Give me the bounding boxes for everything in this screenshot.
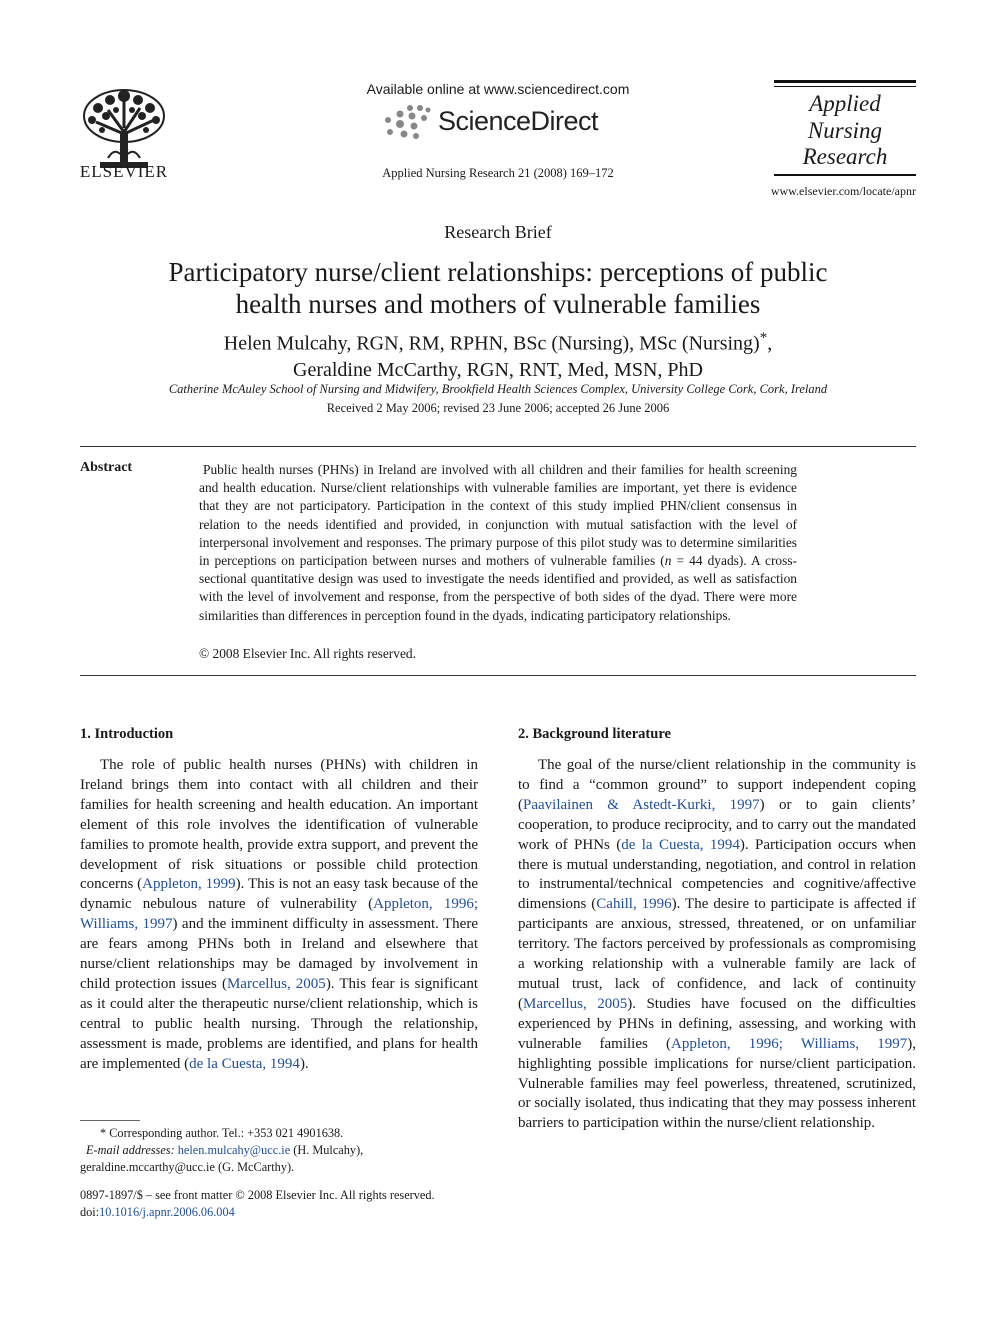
history-dates: Received 2 May 2006; revised 23 June 2006; accepted 26 June 2006 [326, 401, 670, 415]
sciencedirect-dots-icon [380, 104, 432, 142]
footnote-mark: * [100, 1126, 107, 1140]
citation-link[interactable]: Cahill, 1996 [596, 896, 672, 913]
publisher-logo-name: ELSEVIER [79, 162, 169, 181]
author-2: Geraldine McCarthy, RGN, RNT, Med, MSN, PhD [293, 358, 703, 381]
affiliation: Catherine McAuley School of Nursing and Midwifery, Brookfield Health Sciences Complex, University College Cork, Cork, Ireland [168, 382, 828, 396]
author-list [80, 325, 916, 383]
divider [80, 675, 916, 676]
background-body [518, 756, 916, 1134]
sciencedirect-logo[interactable] [380, 100, 620, 144]
corresponding-mark[interactable]: * [759, 330, 768, 346]
citation-link[interactable]: Appleton, 1996; Williams, 1997 [80, 896, 478, 933]
citation-link[interactable]: Paavilainen & Astedt-Kurki, 1997 [523, 796, 760, 813]
article-title-line-2: health nurses and mothers of vulnerable families [235, 289, 761, 319]
author-1: Helen Mulcahy, RGN, RM, RPHN, BSc (Nursing), MSc (Nursing) [223, 332, 760, 355]
article-title [80, 256, 916, 320]
citation-link[interactable]: Marcellus, 2005 [226, 975, 326, 992]
email-link[interactable]: helen.mulcahy@ucc.ie [177, 1143, 291, 1157]
abstract-label: Abstract [80, 460, 133, 475]
front-matter-line: 0897-1897/$ – see front matter © 2008 Elsevier Inc. All rights reserved. [80, 1188, 435, 1202]
citation-link[interactable]: de la Cuesta, 1994 [621, 836, 740, 853]
journal-logo-line-1: Applied [809, 91, 881, 116]
citation-link[interactable]: Appleton, 1999 [142, 876, 236, 893]
introduction-paragraph: The role of public health nurses (PHNs) with children in Ireland brings them into contact with all children and their families for health screening and health education. An important element of this role involves the identification of vulnerable families to promote health, provide extra support, and prevent the development of risk situations or possible child protection concerns (Appleton, 1999). This is not an easy task because of the dynamic nebulous nature of vulnerability (Appleton, 1996; Williams, 1997) and the imminent difficulty in assessment. There are fears among PHNs both in Ireland and elsewhere that nurse/client relationships may be damaged by involvement in child protection issues (Marcellus, 2005). This fear is significant as it could alter the therapeutic nurse/client relationship, which is central to public health nursing. Through the relationship, assessment is made, problems are identified, and plans for health are implemented (de la Cuesta, 1994). [80, 757, 479, 1072]
journal-reference: Applied Nursing Research 21 (2008) 169–172 [382, 166, 614, 180]
divider [80, 446, 916, 447]
citation-link[interactable]: Appleton, 1996; Williams, 1997 [671, 1035, 908, 1052]
journal-logo-line-3: Research [802, 144, 888, 169]
abstract-text: Public health nurses (PHNs) in Ireland are involved with all children and their families for health screening and health education. Nurse/client relationships with vulnerable families are important, yet there is evidence that they are not participatory. Participation in the context of this study implied PHN/client consensus in relation to the needs identified and provided, in conjunction with mutual satisfaction with the level of interpersonal involvement and responses. The primary purpose of this pilot study was to determine similarities in perceptions on participation between nurses and mothers of vulnerable families (n = 44 dyads). A cross-sectional quantitative design was used to investigate the needs identified and provided, as well as satisfaction with the level of involvement and response, from the perspective of both sides of the dyad. There were more similarities than differences in perception found in the dyads, indicating participatory relationships. [199, 462, 797, 623]
journal-url[interactable]: www.elsevier.com/locate/apnr [770, 184, 916, 198]
section-heading-introduction: 1. Introduction [80, 726, 174, 742]
doi-link[interactable]: 10.1016/j.apnr.2006.06.004 [99, 1205, 235, 1219]
citation-link[interactable]: de la Cuesta, 1994 [189, 1055, 300, 1072]
citation-link[interactable]: Marcellus, 2005 [523, 995, 628, 1012]
front-matter [80, 1187, 478, 1221]
journal-logo-line-2: Nursing [807, 118, 883, 143]
introduction-body [80, 756, 478, 1075]
author-separator: , [767, 332, 773, 355]
corresponding-author-note: Corresponding author. Tel.: +353 021 4901638. [106, 1126, 344, 1140]
footnote-divider [80, 1120, 140, 1121]
journal-logo [774, 80, 916, 176]
article-type: Research Brief [444, 222, 552, 242]
email-text[interactable]: geraldine.mccarthy@ucc.ie [80, 1160, 215, 1174]
background-paragraph: The goal of the nurse/client relationship in the community is to find a “common ground” to support independent coping (Paavilainen & Astedt-Kurki, 1997) or to gain clients’ cooperation, to produce reciprocity, and to carry out the mandated work of PHNs (de la Cuesta, 1994). Participation occurs when there is mutual understanding, negotiation, and control in relation to instrumental/technical competencies and cognitive/affective dimensions (Cahill, 1996). The desire to participate is affected if participants are anxious, stressed, threatened, or on unfamiliar territory. The factors perceived by professionals as compromising a working relationship with a vulnerable family are lack of mutual trust, lack of confidence, and lack of continuity (Marcellus, 2005). Studies have focused on the difficulties experienced by PHNs in defining, assessing, and working with vulnerable families (Appleton, 1996; Williams, 1997), highlighting possible implications for nurse/client participation. Vulnerable families may feel powerless, threatened, scrutinized, or socially isolated, thus indicating that they may possess inherent barriers to participation within the nurse/client relationship. [518, 757, 917, 1132]
footnote: * Corresponding author. Tel.: +353 021 4901638. E-mail addresses: helen.mulcahy@ucc.ie (H. Mulcahy), geraldine.mccarthy@ucc.ie (G. McCarthy). [80, 1126, 364, 1174]
section-heading-background: 2. Background literature [518, 726, 671, 742]
abstract-copyright: © 2008 Elsevier Inc. All rights reserved. [199, 646, 416, 661]
article-title-line-1: Participatory nurse/client relationships: perceptions of public [168, 257, 828, 287]
email-label: E-mail addresses: [86, 1143, 175, 1157]
sciencedirect-logo-text: ScienceDirect [438, 106, 599, 136]
available-online-text[interactable]: Available online at www.sciencedirect.com [366, 81, 630, 97]
doi-label: doi: [80, 1205, 100, 1219]
